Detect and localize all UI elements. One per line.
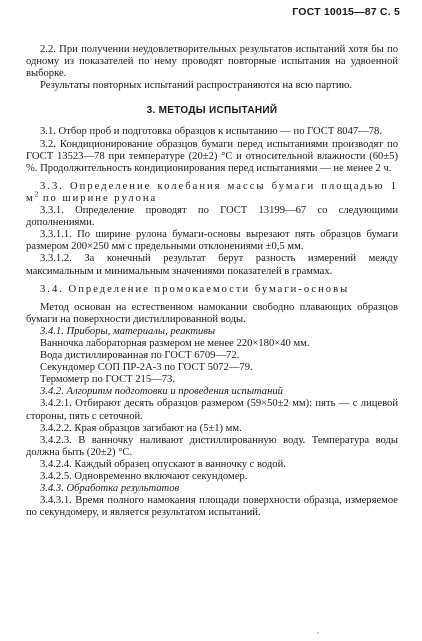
subsection-3-3-text: 3.3. Определение колебания массы бумаги площадью 1 м [26, 180, 398, 204]
paragraph-3-4-2-3: 3.4.2.3. В ванночку наливают дистиллированную воду. Температура воды должна быть (20±2) °С. [26, 434, 398, 458]
page-mark: , [317, 626, 319, 635]
paragraph-3-3-1-1: 3.3.1.1. По ширине рулона бумаги-основы вырезают пять образцов бумаги размером 200×250 мм с предельными отклонениями ±0,5 мм. [26, 229, 398, 253]
subsection-3-4-1-title: 3.4.1. Приборы, материалы, реактивы [40, 325, 216, 337]
paragraph-3-1: 3.1. Отбор проб и подготовка образцов к испытанию — по ГОСТ 8047—78. [40, 126, 382, 138]
equipment-item: Вода дистиллированная по ГОСТ 6709—72. [40, 350, 240, 362]
paragraph-3-4-method: Метод основан на естественном намокании свободно плавающих образцов бумаги на поверхности дистиллированной воды. [26, 301, 398, 325]
superscript-2: 2 [34, 190, 39, 199]
paragraph-2-2-results: Результаты повторных испытаний распространяются на всю партию. [40, 80, 353, 92]
paragraph-3-3-1-2: 3.3.1.2. За конечный результат берут разность измерений между максимальным и минимальным значениями показателей в граммах. [26, 253, 398, 277]
subsection-3-4-3-title: 3.4.3. Обработка результатов [40, 483, 180, 495]
subsection-3-4-title: 3.4. Определение промокаемости бумаги-основы [40, 283, 350, 295]
paragraph-3-4-3-1: 3.4.3.1. Время полного намокания площади поверхности образца, измеряемое по секундомеру, и является результатом испытаний. [26, 495, 398, 519]
paragraph-3-4-2-1: 3.4.2.1. Отбирают десять образцов размером (59×50±2 мм): пять — с лицевой стороны, пять с сеточной. [26, 398, 398, 422]
document-body [26, 44, 398, 519]
page-header: ГОСТ 10015—87 С. 5 [292, 6, 400, 18]
subsection-3-3-title [26, 181, 398, 205]
section-title: 3. МЕТОДЫ ИСПЫТАНИЙ [146, 105, 278, 117]
equipment-item: Термометр по ГОСТ 215—73. [40, 374, 175, 386]
subsection-3-4-2-title: 3.4.2. Алгоритм подготовки и проведения испытаний [40, 386, 283, 398]
paragraph-3-3-1: 3.3.1. Определение проводят по ГОСТ 13199—67 со следующими дополнениями. [26, 205, 398, 229]
paragraph-3-4-2-4: 3.4.2.4. Каждый образец опускают в ванночку с водой. [40, 458, 286, 470]
equipment-item: Секундомер СОП ПР-2А-3 по ГОСТ 5072—79. [40, 362, 253, 374]
equipment-item: Ванночка лабораторная размером не менее 220×180×40 мм. [40, 337, 310, 349]
paragraph-3-2: 3.2. Кондиционирование образцов бумаги перед испытаниями производят по ГОСТ 13523—78 при температуре (20±2) °С и относительной влажности (60±5) %. Продолжительность кондиционирования перед испытаниями — не менее 2 ч. [26, 138, 398, 174]
paragraph-3-4-2-2: 3.4.2.2. Края образцов загибают на (5±1) мм. [40, 422, 242, 434]
subsection-3-3-tail: по ширине рулона [38, 192, 158, 204]
paragraph-3-4-2-5: 3.4.2.5. Одновременно включают секундомер. [40, 471, 248, 482]
paragraph-2-2: 2.2. При получении неудовлетворительных результатов испытаний хотя бы по одному из показателей по нему проводят повторные испытания на удвоенной выборке. [26, 44, 398, 80]
